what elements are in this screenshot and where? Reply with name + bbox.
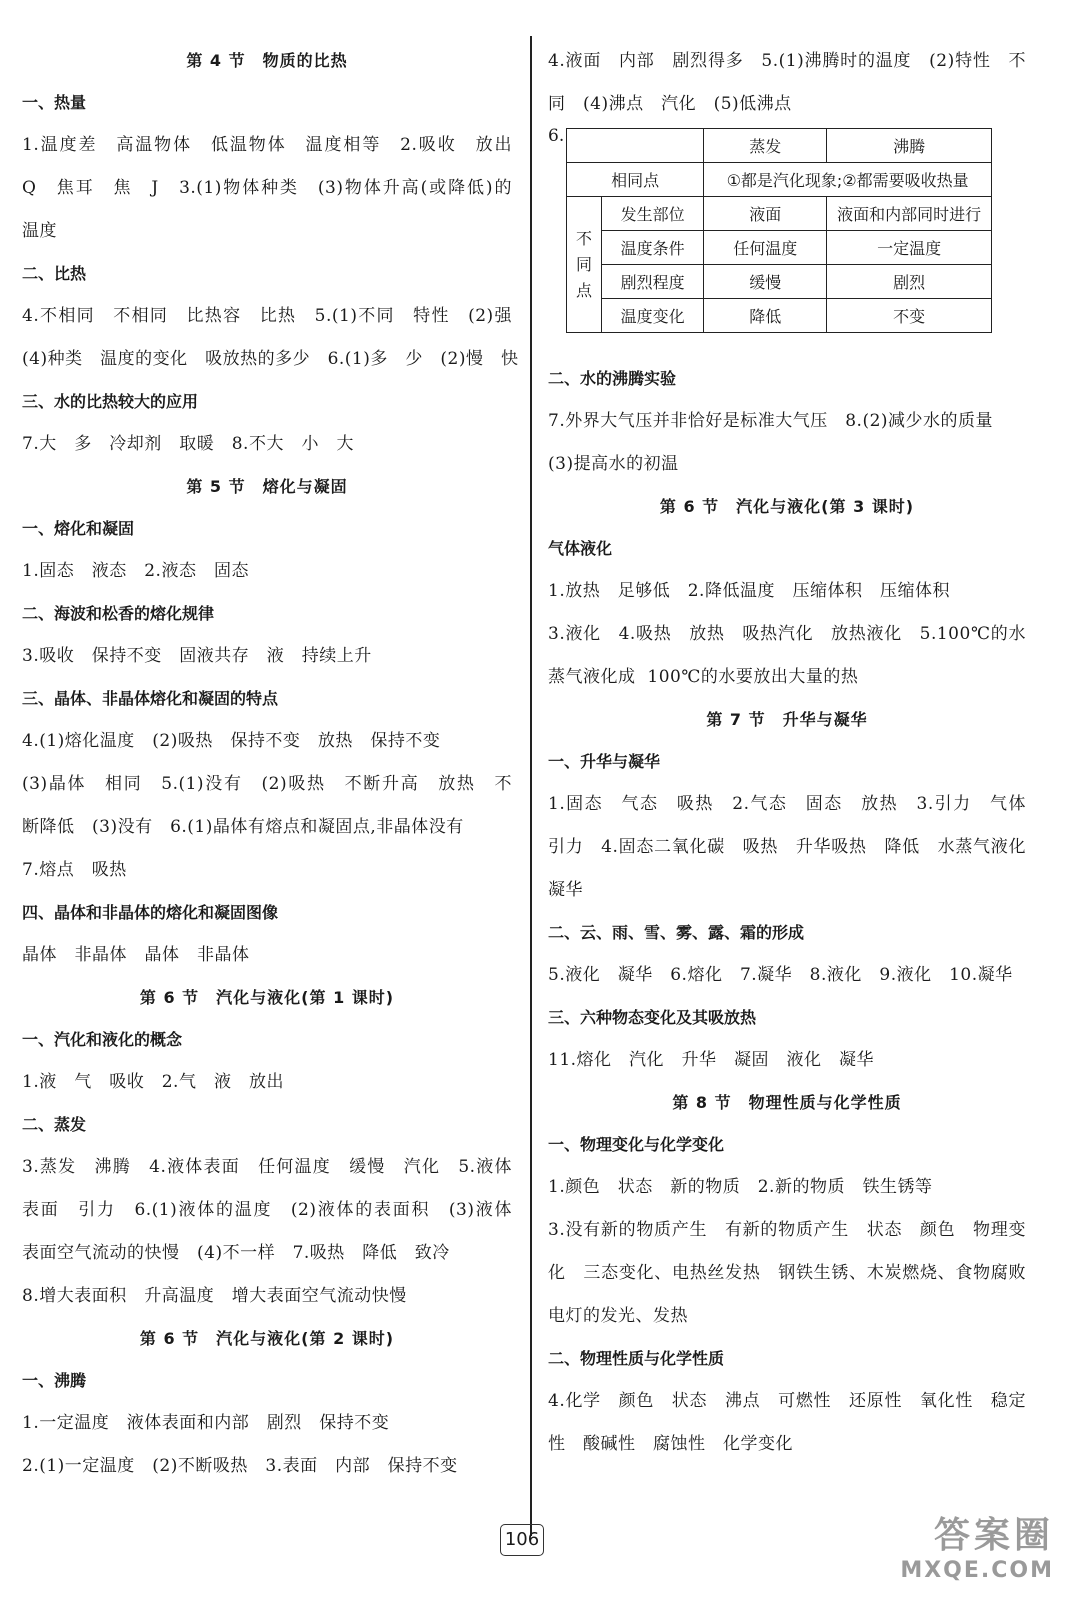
subsection-heading: 气体液化 (548, 539, 613, 558)
answer-line: 温度 (22, 221, 57, 241)
table-row-label: 温度变化 (602, 299, 704, 333)
right-column (548, 40, 1026, 1466)
subsection-heading: 二、物理性质与化学性质 (548, 1349, 725, 1368)
watermark-logo (854, 1514, 1054, 1594)
subsection-heading: 三、水的比热较大的应用 (22, 392, 199, 411)
subsection-heading: 二、水的沸腾实验 (548, 369, 677, 388)
answer-line: 1.放热 足够低 2.降低温度 压缩体积 压缩体积 (548, 581, 950, 601)
subsection-heading: 二、海波和松香的熔化规律 (22, 604, 215, 623)
answer-line: 晶体 非晶体 晶体 非晶体 (22, 945, 250, 965)
answer-line: 11.熔化 汽化 升华 凝固 液化 凝华 (548, 1050, 875, 1070)
table-cell: 任何温度 (704, 231, 827, 265)
column-divider (530, 36, 532, 1536)
page-number: 106 (500, 1524, 544, 1556)
answer-line: Q 焦耳 焦 J 3.(1)物体种类 (3)物体升高(或降低)的 (22, 178, 512, 198)
answer-line: 断降低 (3)没有 6.(1)晶体有熔点和凝固点,非晶体没有 (22, 817, 464, 837)
table-cell: 剧烈 (827, 265, 992, 299)
answer-line: 3.吸收 保持不变 固液共存 液 持续上升 (22, 646, 372, 666)
subsection-heading: 二、云、雨、雪、雾、露、霜的形成 (548, 923, 805, 942)
subsection-heading: 一、沸腾 (22, 1371, 87, 1390)
section-title: 第 6 节 汽化与液化(第 1 课时) (139, 988, 395, 1007)
section-title: 第 5 节 熔化与凝固 (186, 477, 348, 496)
answer-line: (3)提高水的初温 (548, 454, 679, 474)
answer-line: (4)种类 温度的变化 吸放热的多少 6.(1)多 少 (2)慢 快 (22, 349, 519, 369)
table-row-label: 发生部位 (602, 197, 704, 231)
answer-line: 1.温度差 高温物体 低温物体 温度相等 2.吸收 放出 (22, 135, 512, 155)
answer-line: 1.一定温度 液体表面和内部 剧烈 保持不变 (22, 1413, 390, 1433)
table-diff-label: 不 同 点 (567, 197, 602, 333)
subsection-heading: 四、晶体和非晶体的熔化和凝固图像 (22, 903, 279, 922)
table-cell: 液面 (704, 197, 827, 231)
answer-line: 1.固态 液态 2.液态 固态 (22, 561, 249, 581)
answer-line: 7.大 多 冷却剂 取暖 8.不大 小 大 (22, 434, 354, 454)
subsection-heading: 二、比热 (22, 264, 87, 283)
answer-line: 3.液化 4.吸热 放热 吸热汽化 放热液化 5.100℃的水 (548, 624, 1026, 644)
subsection-heading: 一、汽化和液化的概念 (22, 1030, 183, 1049)
table-cell: 不变 (827, 299, 992, 333)
answer-line: 1.颜色 状态 新的物质 2.新的物质 铁生锈等 (548, 1177, 933, 1197)
answer-line: 蒸气液化成 100℃的水要放出大量的热 (548, 667, 859, 687)
subsection-heading: 一、热量 (22, 93, 87, 112)
subsection-heading: 一、熔化和凝固 (22, 519, 135, 538)
table-row-label: 剧烈程度 (602, 265, 704, 299)
section-title: 第 6 节 汽化与液化(第 2 课时) (139, 1329, 395, 1348)
watermark-text: 答案圈 (933, 1515, 1054, 1556)
answer-line: 7.外界大气压并非恰好是标准大气压 8.(2)减少水的质量 (548, 411, 994, 431)
answer-line: 3.蒸发 沸腾 4.液体表面 任何温度 缓慢 汽化 5.液体 (22, 1157, 512, 1177)
section-title: 第 7 节 升华与凝华 (706, 710, 868, 729)
answer-line: 同 (4)沸点 汽化 (5)低沸点 (548, 94, 792, 114)
subsection-heading: 三、晶体、非晶体熔化和凝固的特点 (22, 689, 279, 708)
answer-line: 表面 引力 6.(1)液体的温度 (2)液体的表面积 (3)液体 (22, 1200, 512, 1220)
answer-line: 7.熔点 吸热 (22, 860, 127, 880)
table-cell: 液面和内部同时进行 (827, 197, 992, 231)
table-cell: 降低 (704, 299, 827, 333)
table-header-evaporation: 蒸发 (704, 129, 827, 163)
table-corner-cell (567, 129, 704, 163)
table-cell: 缓慢 (704, 265, 827, 299)
answer-line: 4.(1)熔化温度 (2)吸热 保持不变 放热 保持不变 (22, 731, 441, 751)
comparison-table-block (548, 126, 1026, 358)
answer-line: 电灯的发光、发热 (548, 1306, 688, 1326)
table-same-label: 相同点 (567, 163, 704, 197)
left-column (22, 40, 519, 1488)
table-cell: 一定温度 (827, 231, 992, 265)
answer-line: 8.增大表面积 升高温度 增大表面空气流动快慢 (22, 1286, 407, 1306)
table-same-value: ①都是汽化现象;②都需要吸收热量 (704, 163, 992, 197)
section-title: 第 6 节 汽化与液化(第 3 课时) (659, 497, 915, 516)
section-title: 第 4 节 物质的比热 (186, 51, 348, 70)
section-title: 第 8 节 物理性质与化学性质 (672, 1093, 902, 1112)
subsection-heading: 三、六种物态变化及其吸放热 (548, 1008, 757, 1027)
answer-line: (3)晶体 相同 5.(1)没有 (2)吸热 不断升高 放热 不 (22, 774, 512, 794)
table-row-label: 温度条件 (602, 231, 704, 265)
answer-line: 表面空气流动的快慢 (4)不一样 7.吸热 降低 致冷 (22, 1243, 450, 1263)
question-number: 6. (548, 126, 565, 146)
answer-line: 凝华 (548, 880, 583, 900)
answer-line: 5.液化 凝华 6.熔化 7.凝华 8.液化 9.液化 10.凝华 (548, 965, 1013, 985)
answer-line: 4.化学 颜色 状态 沸点 可燃性 还原性 氧化性 稳定 (548, 1391, 1026, 1411)
answer-line: 性 酸碱性 腐蚀性 化学变化 (548, 1434, 793, 1454)
subsection-heading: 一、升华与凝华 (548, 752, 661, 771)
answer-line: 引力 4.固态二氧化碳 吸热 升华吸热 降低 水蒸气液化 (548, 837, 1026, 857)
subsection-heading: 一、物理变化与化学变化 (548, 1135, 725, 1154)
answer-line: 3.没有新的物质产生 有新的物质产生 状态 颜色 物理变 (548, 1220, 1026, 1240)
table-header-boiling: 沸腾 (827, 129, 992, 163)
answer-line: 1.固态 气态 吸热 2.气态 固态 放热 3.引力 气体 (548, 794, 1026, 814)
answer-line: 1.液 气 吸收 2.气 液 放出 (22, 1072, 284, 1092)
answer-line: 4.液面 内部 剧烈得多 5.(1)沸腾时的温度 (2)特性 不 (548, 51, 1026, 71)
evaporation-boiling-table (566, 128, 992, 333)
answer-line: 化 三态变化、电热丝发热 钢铁生锈、木炭燃烧、食物腐败 (548, 1263, 1026, 1283)
answer-line: 2.(1)一定温度 (2)不断吸热 3.表面 内部 保持不变 (22, 1456, 458, 1476)
subsection-heading: 二、蒸发 (22, 1115, 87, 1134)
answer-line: 4.不相同 不相同 比热容 比热 5.(1)不同 特性 (2)强 (22, 306, 512, 326)
watermark-url: MXQE.COM (900, 1558, 1054, 1583)
